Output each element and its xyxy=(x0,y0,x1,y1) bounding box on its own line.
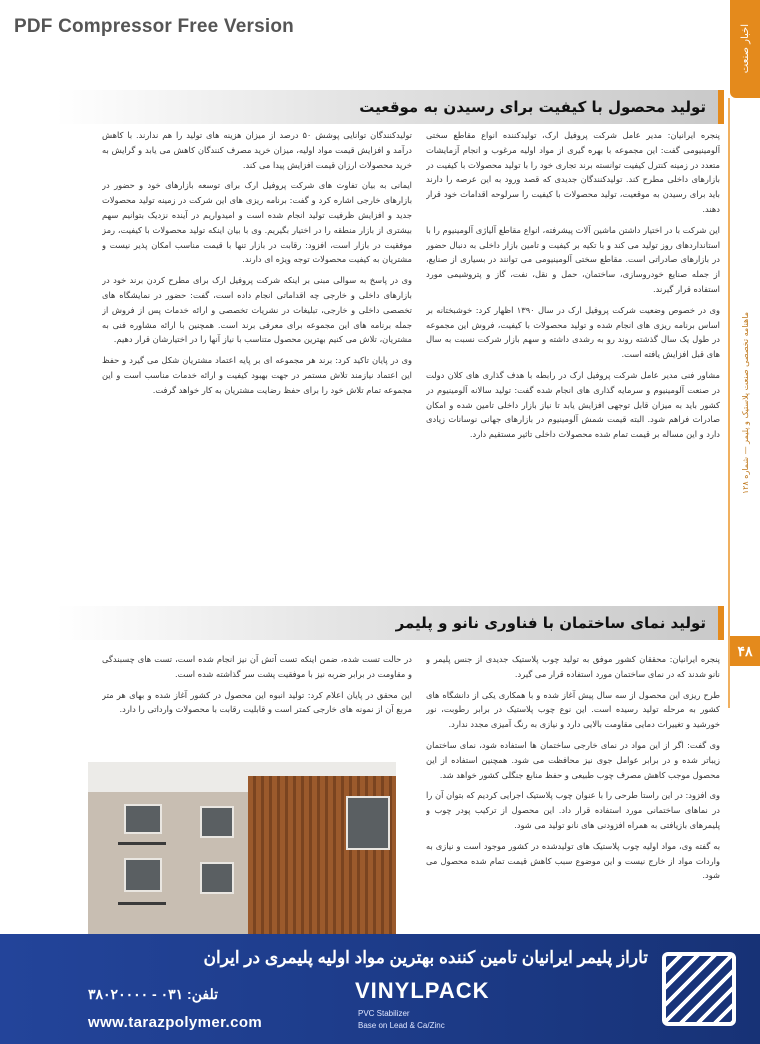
article1-paragraph: مشاور فنی مدیر عامل شرکت پروفیل ارک در رابطه با هدف گذاری های کلان دولت در صنعت آلومینیوم و سرمایه گذاری های انجام شده گفت: تولید سالانه آلومینیوم در کشور باید به میزان قابل توجهی افزایش یابد تا نیاز بازار داخلی تامین شده و امکان صادرات فراهم شود. البته قیمت شمش آلومینیوم در بازارهای جهانی نوسانات زیادی دارد و این مساله بر قیمت تمام شده محصولات داخلی تاثیر مستقیم دارد. xyxy=(426,369,720,440)
photo-balcony-rail xyxy=(118,842,166,845)
ad-product-line1: PVC Stabilizer xyxy=(358,1009,410,1018)
ad-brand-name: VINYLPACK xyxy=(355,978,490,1003)
article1-paragraph: پنجره ایرانیان: مدیر عامل شرکت پروفیل ارک، تولیدکننده انواع مقاطع سختی آلومینیومی گفت: این مجموعه با بهره گیری از مواد اولیه مرغوب و انجام آزمایشات متعدد در زمینه کنترل کیفیت توانسته برند تجاری خود را با تولید محصولات با کیفیت در بازارهای داخلی مطرح کند. تولیدکنندگان جدیدی که قصد ورود به این عرصه را دارند باید برای رسیدن به موقعیت، تولید محصولات با کیفیت را سرلوحه اقدامات خود قرار دهند. xyxy=(426,130,720,214)
article2-paragraph: طرح ریزی این محصول از سه سال پیش آغاز شده و با همکاری یکی از دانشگاه های کشور به مرحله تولید رسیده است. این نوع چوب پلاستیک در برابر رطوبت، نور خورشید و تغییرات دمایی مقاومت بالایی دارد و نیازی به رنگ آمیزی مجدد ندارد. xyxy=(426,689,720,730)
article1-paragraph: وی در خصوص وضعیت شرکت پروفیل ارک در سال ۱۳۹۰ اظهار کرد: خوشبختانه بر اساس برنامه ریزی های انجام شده و تولید محصولات با کیفیت، فروش این مجموعه در طول یک سال گذشته روند رو به رشدی داشته و سهم بازار شرکت نسبت به سال های قبل افزایش یافته است. xyxy=(426,304,720,360)
photo-window xyxy=(124,804,162,834)
building-facade-photo xyxy=(88,762,396,934)
tarazpolymer-advertisement xyxy=(0,934,760,1044)
article2-paragraph: این محقق در پایان اعلام کرد: تولید انبوه این محصول در کشور آغاز شده و بهای هر متر مربع آن از نمونه های خارجی کمتر است و قابلیت رقابت با محصولات وارداتی را دارد. xyxy=(102,689,412,715)
magazine-side-strip xyxy=(728,98,760,708)
article1-paragraph: ایمانی به بیان تفاوت های شرکت پروفیل ارک برای توسعه بازارهای خود و حضور در بازارهای خارجی اشاره کرد و گفت: برنامه ریزی های این شرکت در زمینه تولید محصولات جدید و افزایش ظرفیت تولید انجام شده است و امیدواریم در آینده نزدیک بتوانیم سهم بیشتری از بازار منطقه را در اختیار بگیریم. وی با بیان اینکه تولید محصولات با کیفیت، رمز موفقیت در بازار است، افزود: رقابت در بازار تنها با قیمت مناسب امکان پذیر نیست و مشتریان به کیفیت محصولات توجه ویژه ای دارند. xyxy=(102,180,412,265)
article1-paragraph: وی در پایان تاکید کرد: برند هر مجموعه ای بر پایه اعتماد مشتریان شکل می گیرد و حفظ این اعتماد نیازمند تلاش مستمر در جهت بهبود کیفیت و ارائه خدمات مناسب است و این مجموعه تمام تلاش خود را برای حفظ رضایت مشتریان به کار خواهد گرفت. xyxy=(102,355,412,395)
article1-column-left xyxy=(102,128,412,594)
photo-balcony-rail xyxy=(118,902,166,905)
magazine-side-label: ماهنامه تخصصی صنعت پلاستیک و پلیمر — شماره ۱۲۸ xyxy=(740,311,750,495)
article1-paragraph: وی در پاسخ به سوالی مبنی بر اینکه شرکت پروفیل ارک برای مطرح کردن برند خود در بازارهای داخلی و خارجی چه اقداماتی انجام داده است، گفت: حضور در نمایشگاه های تخصصی داخلی و خارجی، تبلیغات در نشریات تخصصی و ارائه خدمات پس از فروش از جمله برنامه های این مجموعه برای معرفی برند است. همچنین با ارائه مشاوره فنی به مشتریان، تلاش می کنیم بهترین محصول متناسب با نیاز آنها را در اختیارشان قرار دهیم. xyxy=(102,275,412,345)
article1-paragraph: این شرکت با در اختیار داشتن ماشین آلات پیشرفته، انواع مقاطع آلیاژی آلومینیوم را با استانداردهای روز تولید می کند و با تکیه بر کیفیت و تامین بازار داخلی به دنبال حضور در بازارهای صادراتی است. مقاطع سختی آلومینیومی می توانند در بسیاری از صنایع، از جمله صنایع خودروسازی، ساختمان، حمل و نقل، نفت، گاز و پتروشیمی مورد استفاده قرار گیرند. xyxy=(426,224,720,294)
page-number: ۴۸ xyxy=(730,636,760,666)
pdf-compressor-watermark: PDF Compressor Free Version xyxy=(14,16,294,37)
photo-window xyxy=(200,806,234,838)
article2-title: تولید نمای ساختمان با فناوری نانو و پلیمر xyxy=(395,614,706,632)
article2-column-right xyxy=(426,652,720,934)
article2-paragraph: به گفته وی، مواد اولیه چوب پلاستیک های تولیدشده در کشور موجود است و نیازی به واردات مواد از خارج نیست و این موضوع سبب کاهش قیمت تمام شده محصول می شود. xyxy=(426,840,720,881)
ad-tagline: تاراز پلیمر ایرانیان تامین کننده بهترین مواد اولیه پلیمری در ایران xyxy=(203,948,648,967)
ad-phone: تلفن: ۰۳۱ - ۳۸۰۲۰۰۰۰ xyxy=(88,986,218,1002)
taraz-logo-icon xyxy=(662,952,736,1026)
article2-paragraph: وی افزود: در این راستا طرحی را با عنوان چوب پلاستیک اجرایی کردیم که بتوان آن را در نماهای ساختمانی مورد استفاده قرار داد. این محصول از ترکیب پودر چوب و پلیمرهای بازیافتی به همراه افزودنی های نانو تولید می شود. xyxy=(426,790,720,830)
section-tab-label: اخبار صنعت xyxy=(739,24,751,74)
article2-paragraph: پنجره ایرانیان: محققان کشور موفق به تولید چوب پلاستیک جدیدی از جنس پلیمر و نانو شدند که در نمای ساختمان مورد استفاده قرار می گیرد. xyxy=(426,654,720,679)
photo-window xyxy=(200,862,234,894)
article1-heading-bar xyxy=(56,90,724,124)
article2-heading-bar xyxy=(56,606,724,640)
article1-column-right xyxy=(426,128,720,594)
article1-paragraph: تولیدکنندگان توانایی پوشش ۵۰ درصد از میزان هزینه های تولید را هم ندارند. با کاهش درآمد و افزایش قیمت مواد اولیه، میزان خرید مصرف کنندگان کاهش می یابد و گرایش به خرید محصولات ارزان قیمت افزایش پیدا می کند. xyxy=(102,130,412,170)
ad-product-line2: Base on Lead & Ca/Zinc xyxy=(358,1021,445,1030)
article2-column-left xyxy=(102,652,412,760)
photo-window xyxy=(124,858,162,892)
ad-website-link[interactable]: www.tarazpolymer.com xyxy=(88,1014,263,1031)
article2-paragraph: وی گفت: اگر از این مواد در نمای خارجی ساختمان ها استفاده شود، نمای ساختمان زیباتر شده و در برابر عوامل جوی نیز محافظت می شود. همچنین استفاده از این محصول موجب کاهش مصرف چوب طبیعی و حفظ منابع جنگلی کشور خواهد شد. xyxy=(426,739,720,780)
article1-title: تولید محصول با کیفیت برای رسیدن به موقعیت xyxy=(359,98,706,116)
photo-window xyxy=(346,796,390,850)
article2-paragraph: در حالت تست شده، ضمن اینکه تست آتش آن نیز انجام شده است، تست های چسبندگی و مقاومت در برابر ضربه نیز با موفقیت پشت سر گذاشته شده است. xyxy=(102,654,412,679)
section-tab xyxy=(730,0,760,98)
